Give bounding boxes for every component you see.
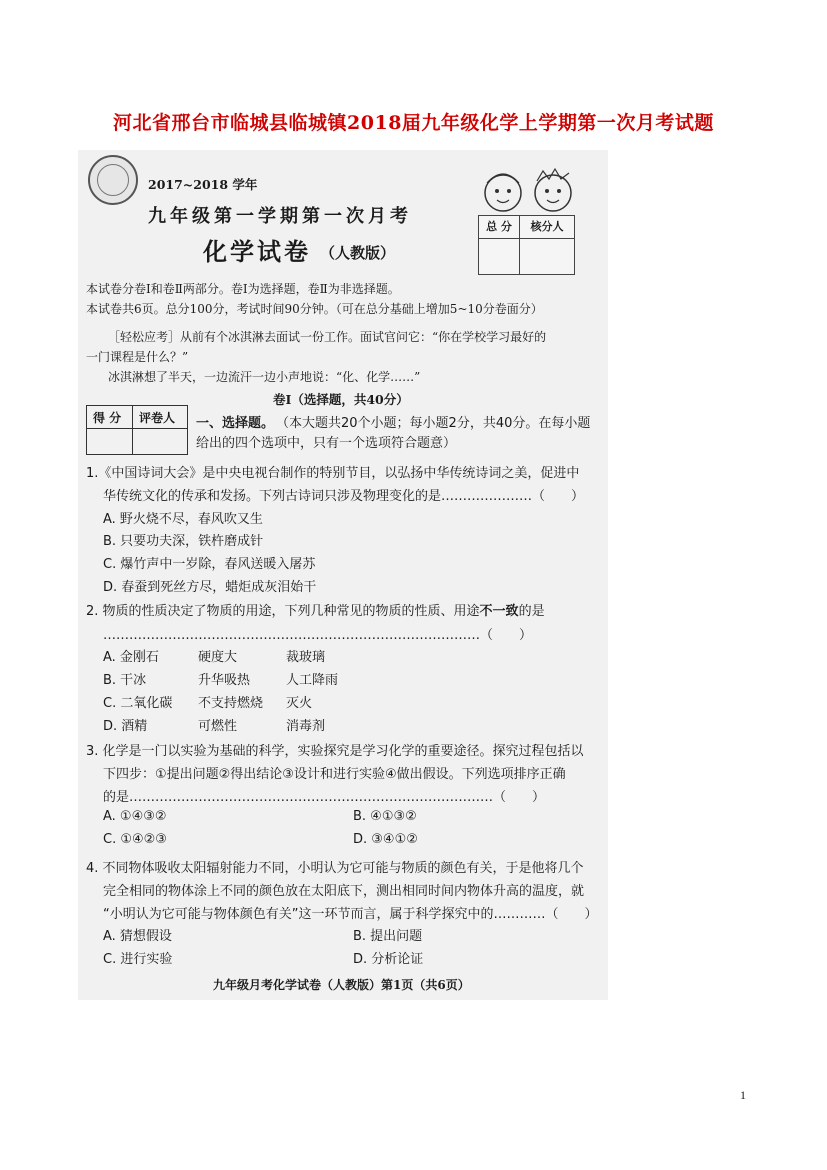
q2-c-property: 不支持燃烧 <box>198 696 264 711</box>
q2-emphasis: 不一致 <box>479 604 519 619</box>
q3-option-c: C. ①④②③ <box>103 832 167 847</box>
q2-b-name: B. 干冰 <box>103 673 147 688</box>
q1-option-d: D. 春蚕到死丝方尽，蜡炬成灰泪始干 <box>103 580 317 595</box>
exam-name: 九年级第一学期第一次月考 <box>148 206 412 227</box>
marker-label: 评卷人 <box>139 411 176 425</box>
q2-d-use: 消毒剂 <box>286 719 326 734</box>
scan-footer: 九年级月考化学试卷（人教版）第1页（共6页） <box>213 978 470 992</box>
q3-option-a: A. ①④③② <box>103 809 167 824</box>
section-heading: 一、选择题。 <box>196 416 275 431</box>
q4-option-d: D. 分析论证 <box>353 952 424 967</box>
grade-box <box>478 215 575 275</box>
intro-line-1: 本试卷分卷Ⅰ和卷Ⅱ两部分。卷Ⅰ为选择题，卷Ⅱ为非选择题。 <box>86 282 400 296</box>
q3-stem-3: 的是…………………………………………………………………………（ ） <box>103 790 546 805</box>
q2-a-property: 硬度大 <box>198 650 238 665</box>
q4-option-a: A. 猜想假设 <box>103 929 172 944</box>
story-line-1: ［轻松应考］从前有个冰淇淋去面试一份工作。面试官问它：“你在学校学习最好的 <box>108 330 547 344</box>
q2-stem-1c: 的是 <box>518 604 545 619</box>
q4-stem-3: “小明认为它可能与物体颜色有关”这一环节而言，属于科学探究中的…………（ ） <box>103 907 598 922</box>
total-score-label: 总 分 <box>479 216 519 239</box>
q3-stem-2: 下四步：①提出问题②得出结论③设计和进行实验④做出假设。下列选项排序正确 <box>103 767 566 782</box>
q2-d-property: 可燃性 <box>198 719 238 734</box>
story-line-3: 冰淇淋想了半天，一边流汗一边小声地说：“化、化学……” <box>108 370 421 384</box>
section-title: 卷Ⅰ（选择题，共40分） <box>273 392 409 407</box>
q2-stem-2: ……………………………………………………………………………（ ） <box>103 628 533 643</box>
q2-a-use: 裁玻璃 <box>286 650 326 665</box>
section-desc-1: （本大题共20个小题；每小题2分，共40分。在每小题 <box>276 416 591 431</box>
page-number: 1 <box>740 1088 746 1102</box>
score-table <box>86 405 188 455</box>
q2-stem-1a: 2. 物质的性质决定了物质的用途，下列几种常见的物质的性质、用途 <box>86 604 480 619</box>
q2-c-name: C. 二氧化碳 <box>103 696 173 711</box>
q1-stem-1: 1.《中国诗词大会》是中央电视台制作的特别节目，以弘扬中华传统诗词之美，促进中 <box>86 466 580 481</box>
score-label: 得 分 <box>93 411 122 425</box>
q2-b-use: 人工降雨 <box>286 673 339 688</box>
q2-a-name: A. 金刚石 <box>103 650 159 665</box>
q1-option-a: A. 野火烧不尽，春风吹又生 <box>103 512 263 527</box>
q2-c-use: 灭火 <box>286 696 313 711</box>
q1-stem-2: 华传统文化的传承和发扬。下列古诗词只涉及物理变化的是…………………（ ） <box>103 489 585 504</box>
cartoon-kids-icon <box>473 165 583 220</box>
q3-option-d: D. ③④①② <box>353 832 418 847</box>
story-line-2: 一门课程是什么？” <box>86 350 189 364</box>
q4-stem-2: 完全相同的物体涂上不同的颜色放在太阳底下，测出相同时间内物体升高的温度，就 <box>103 884 585 899</box>
scanned-exam-page <box>78 150 608 1000</box>
q4-option-b: B. 提出问题 <box>353 929 423 944</box>
q1-option-b: B. 只要功夫深，铁杵磨成针 <box>103 534 264 549</box>
q3-stem-1: 3. 化学是一门以实验为基础的科学，实验探究是学习化学的重要途径。探究过程包括以 <box>86 744 584 759</box>
q1-option-c: C. 爆竹声中一岁除，春风送暖入屠苏 <box>103 557 316 572</box>
q4-option-c: C. 进行实验 <box>103 952 173 967</box>
q2-b-property: 升华吸热 <box>198 673 251 688</box>
section-desc-2: 给出的四个选项中，只有一个选项符合题意） <box>196 436 457 451</box>
q2-d-name: D. 酒精 <box>103 719 148 734</box>
subject-title: 化学试卷 <box>203 238 311 266</box>
edition-label: （人教版） <box>320 244 396 262</box>
school-year: 2017~2018 学年 <box>148 177 258 192</box>
reviewer-label: 核分人 <box>520 216 574 239</box>
q3-option-b: B. ④①③② <box>353 809 417 824</box>
document-title: 河北省邢台市临城县临城镇2018届九年级化学上学期第一次月考试题 <box>113 112 714 134</box>
q4-stem-1: 4. 不同物体吸收太阳辐射能力不同，小明认为它可能与物质的颜色有关，于是他将几个 <box>86 861 584 876</box>
school-seal-icon <box>88 155 138 205</box>
intro-line-2: 本试卷共6页。总分100分，考试时间90分钟。（可在总分基础上增加5~10分卷面分） <box>86 302 543 316</box>
q2-stem-1 <box>86 600 545 619</box>
